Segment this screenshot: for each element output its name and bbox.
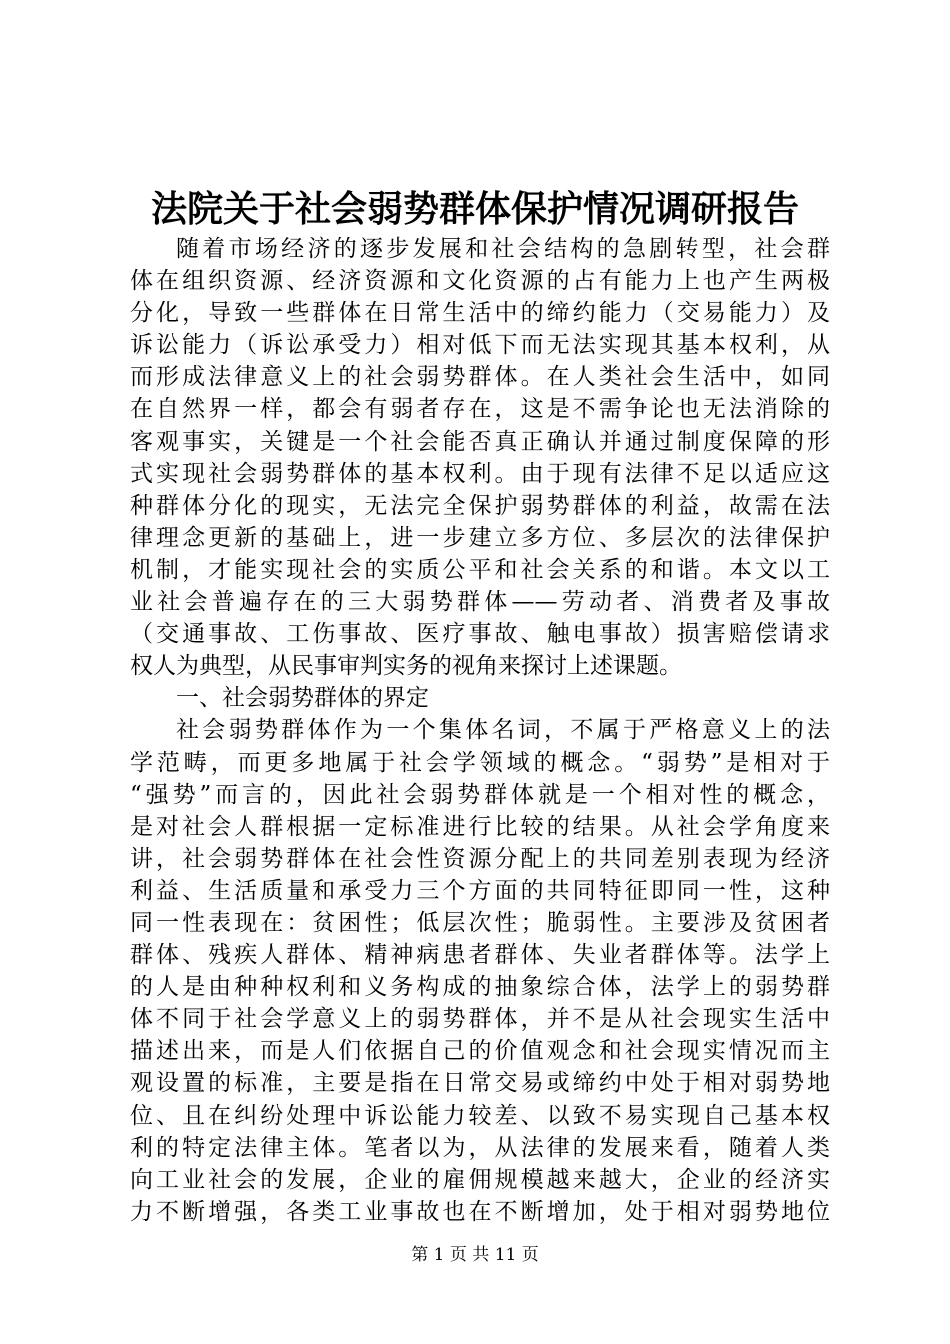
text-line: 随着市场经济的逐步发展和社会结构的急剧转型，社会群 <box>176 236 830 262</box>
page-footer: 第 1 页 共 11 页 <box>411 1245 539 1265</box>
text-line: 机制，才能实现社会的实质公平和社会关系的和谐。本文以工 <box>130 556 830 583</box>
text-line: 力不断增强，各类工业事故也在不断增加，处于相对弱势地位 <box>130 1198 830 1225</box>
text-line: 分化，导致一些群体在日常生活中的缔约能力（交易能力）及 <box>130 300 830 327</box>
text-line: 诉讼能力（诉讼承受力）相对低下而无法实现其基本权利，从 <box>130 332 830 359</box>
text-line: 观设置的标准，主要是指在日常交易或缔约中处于相对弱势地 <box>130 1070 830 1097</box>
text-line: 讲，社会弱势群体在社会性资源分配上的共同差别表现为经济 <box>130 845 830 872</box>
text-line: （交通事故、工伤事故、医疗事故、触电事故）损害赔偿请求 <box>130 621 830 648</box>
document-body <box>130 233 830 1228</box>
text-line: 式实现社会弱势群体的基本权利。由于现有法律不足以适应这 <box>130 460 830 487</box>
text-line: 学范畴，而更多地属于社会学领域的概念。“弱势”是相对于 <box>130 749 830 776</box>
text-line: 种群体分化的现实，无法完全保护弱势群体的利益，故需在法 <box>130 492 830 519</box>
text-line: 向工业社会的发展，企业的雇佣规模越来越大，企业的经济实 <box>130 1166 830 1193</box>
text-line: 利的特定法律主体。笔者以为，从法律的发展来看，随着人类 <box>130 1134 830 1161</box>
text-line: 同一性表现在：贫困性；低层次性；脆弱性。主要涉及贫困者 <box>130 909 830 936</box>
text-line: 利益、生活质量和承受力三个方面的共同特征即同一性，这种 <box>130 877 830 904</box>
text-line: “强势”而言的，因此社会弱势群体就是一个相对性的概念， <box>130 781 830 808</box>
text-line: 位、且在纠纷处理中诉讼能力较差、以致不易实现自己基本权 <box>130 1102 830 1129</box>
text-line: 的人是由种种权利和义务构成的抽象综合体，法学上的弱势群 <box>130 974 830 1001</box>
text-line: 体不同于社会学意义上的弱势群体，并不是从社会现实生活中 <box>130 1006 830 1033</box>
text-line: 是对社会人群根据一定标准进行比较的结果。从社会学角度来 <box>130 813 830 840</box>
text-line: 一、社会弱势群体的界定 <box>176 685 429 712</box>
text-line: 业社会普遍存在的三大弱势群体——劳动者、消费者及事故 <box>130 589 830 616</box>
text-line: 群体、残疾人群体、精神病患者群体、失业者群体等。法学上 <box>130 942 830 969</box>
text-line: 客观事实，关键是一个社会能否真正确认并通过制度保障的形 <box>130 428 830 455</box>
text-line: 在自然界一样，都会有弱者存在，这是不需争论也无法消除的 <box>130 396 830 423</box>
text-line: 社会弱势群体作为一个集体名词，不属于严格意义上的法 <box>176 717 830 744</box>
text-line: 而形成法律意义上的社会弱势群体。在人类社会生活中，如同 <box>130 364 830 391</box>
document-title: 法院关于社会弱势群体保护情况调研报告 <box>150 188 799 230</box>
text-line: 描述出来，而是人们依据自己的价值观念和社会现实情况而主 <box>130 1038 830 1065</box>
text-line: 体在组织资源、经济资源和文化资源的占有能力上也产生两极 <box>130 268 830 295</box>
text-line: 权人为典型，从民事审判实务的视角来探讨上述课题。 <box>130 653 682 680</box>
text-line: 律理念更新的基础上，进一步建立多方位、多层次的法律保护 <box>130 524 830 551</box>
